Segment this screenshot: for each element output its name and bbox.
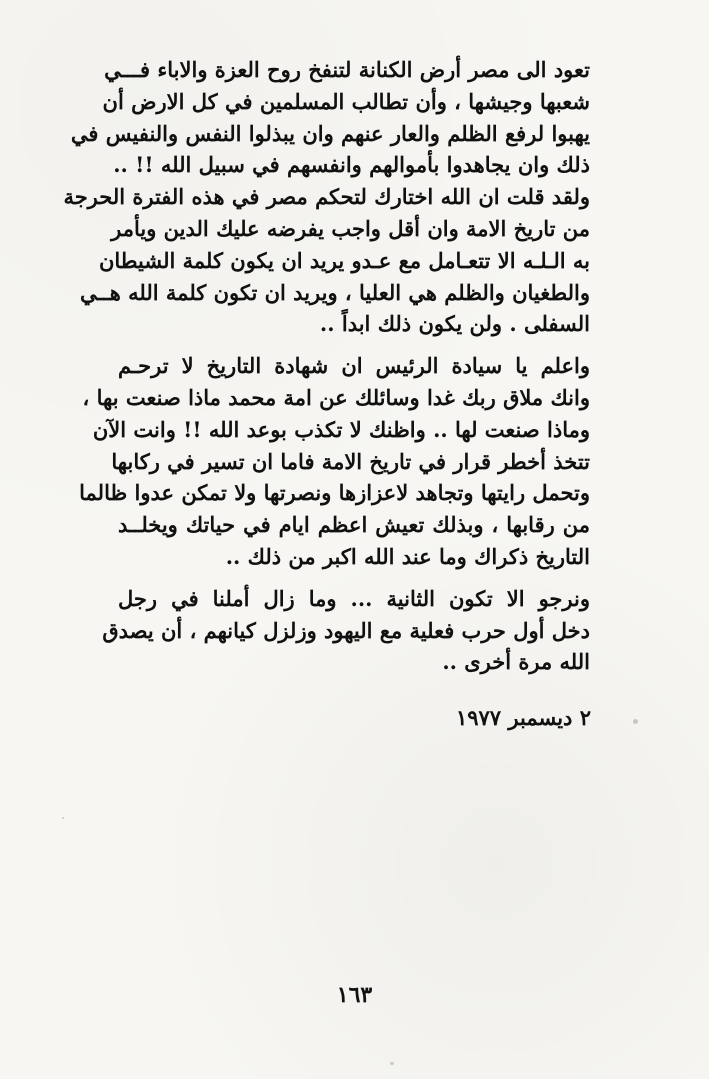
text-line: ولقد قلت ان الله اختارك لتحكم مصر في هذه الفترة الحرجة [63,184,590,210]
text-line: وتحمل رايتها وتجاهد لاعزازها ونصرتها ولا تمكن عدوا ظالما [79,480,590,506]
text-line: السفلى . ولن يكون ذلك ابداً .. [319,311,590,337]
scan-speck [633,719,638,724]
scan-speck [62,817,64,819]
paragraph-gap [118,340,590,350]
text-line: وانك ملاق ربك غدا وسائلك عن امة محمد ماذا صنعت بها ، [82,384,590,410]
text-line: ذلك وان يجاهدوا بأموالهم وانفسهم في سبيل الله !! .. [113,152,590,178]
scan-speck [390,1062,394,1065]
text-line: التاريخ ذكراك وما عند الله اكبر من ذلك .. [225,543,590,569]
text-line: يهبوا لرفع الظلم والعار عنهم وان يبذلوا النفس والنفيس في [70,120,590,146]
paragraph-gap [118,573,590,583]
text-line: الله مرة أخرى .. [442,649,590,675]
text-line: دخل أول حرب فعلية مع اليهود وزلزل كيانهم ، أن يصدق [102,617,590,643]
body-text [63,54,590,678]
text-line: وماذا صنعت لها .. واظنك لا تكذب بوعد الله !! وانت الآن [92,416,590,442]
paragraph-2 [79,350,590,573]
text-line: والطغيان والظلم هي العليا ، ويريد ان تكون كلمة الله هــي [79,279,590,305]
paragraph-3 [102,583,590,678]
paragraph-1 [63,54,590,340]
text-line: تتخذ أخطر قرار في تاريخ الامة فاما ان تسير في ركابها [111,448,590,474]
text-line: من رقابها ، وبذلك تعيش اعظم ايام في حياتك ويخلــد [118,512,590,538]
page-number: ١٦٣ [336,982,373,1008]
text-line: به الـلـه الا تتعـامل مع عـدو يريد ان يكون كلمة الشيطان [98,247,590,273]
text-line: شعبها وجيشها ، وأن تطالب المسلمين في كل الارض أن [102,88,590,114]
text-line: واعلم يا سيادة الرئيس ان شهادة التاريخ لا ترحـم [118,353,590,379]
text-line: من تاريخ الامة وان أقل واجب يفرضه عليك الدين ويأمر [111,215,590,241]
document-date: ٢ ديسمبر ١٩٧٧ [455,705,591,730]
text-line: ونرجو الا تكون الثانية ... وما زال أملنا في رجل [118,585,590,611]
text-line: تعود الى مصر أرض الكنانة لتنفخ روح العزة والاباء فـــي [104,57,590,82]
